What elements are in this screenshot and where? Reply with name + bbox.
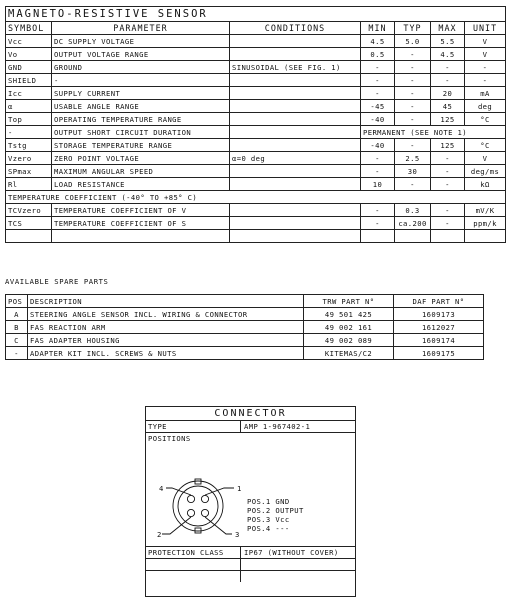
cell-unit: - — [465, 61, 506, 74]
cell-unit: mA — [465, 87, 506, 100]
cell-unit: mV/K — [465, 204, 506, 217]
cell-max: 5.5 — [431, 35, 465, 48]
cell-max: - — [431, 165, 465, 178]
pin-assignment-list — [247, 497, 304, 533]
col-header-trw-part: TRW PART N° — [304, 295, 394, 308]
cell-min: - — [361, 152, 395, 165]
pin-3-socket — [201, 509, 208, 516]
cell-pos: C — [6, 334, 28, 347]
connector-positions-panel — [146, 433, 355, 547]
cell-typ: 0.3 — [395, 204, 431, 217]
pin-2-socket — [187, 509, 194, 516]
spare-part-row — [6, 308, 484, 321]
cell-unit: °C — [465, 139, 506, 152]
cell-pos: B — [6, 321, 28, 334]
cell-parameter: - — [52, 74, 230, 87]
pin-assignment-4: POS.4 --- — [247, 524, 290, 533]
protection-class-value: IP67 (WITHOUT COVER) — [244, 548, 339, 557]
spare-parts-title: AVAILABLE SPARE PARTS — [5, 277, 109, 286]
spec-row — [6, 74, 506, 87]
cell-parameter: ZERO POINT VOLTAGE — [52, 152, 230, 165]
connector-type-value: AMP 1-967402-1 — [244, 422, 311, 431]
cell-typ: 30 — [395, 165, 431, 178]
spec-row — [6, 35, 506, 48]
cell-typ: 5.0 — [395, 35, 431, 48]
cell-unit: deg — [465, 100, 506, 113]
spec-row — [6, 87, 506, 100]
pin-1-socket — [201, 495, 208, 502]
cell-daf-part: 1612027 — [394, 321, 484, 334]
spec-row — [6, 152, 506, 165]
cell-symbol: - — [6, 126, 52, 139]
spec-row — [6, 178, 506, 191]
cell-max: - — [431, 178, 465, 191]
protection-class-label: PROTECTION CLASS — [146, 547, 241, 558]
connector-outer-ring — [173, 481, 223, 531]
cell-conditions — [230, 165, 361, 178]
spec-row — [6, 113, 506, 126]
cell-trw-part: 49 002 161 — [304, 321, 394, 334]
col-header-parameter: PARAMETER — [52, 22, 230, 35]
cell-parameter: TEMPERATURE COEFFICIENT OF S — [52, 217, 230, 230]
pin-assignment-3: POS.3 Vcc — [247, 515, 290, 524]
connector-title: CONNECTOR — [146, 407, 355, 421]
cell-merged-value: PERMANENT (SEE NOTE 1) — [361, 126, 506, 139]
cell-symbol: Vzero — [6, 152, 52, 165]
cell-trw-part: KITEMAS/C2 — [304, 347, 394, 360]
spec-row — [6, 204, 506, 217]
connector-empty-row-2 — [146, 571, 355, 582]
cell-parameter: OPERATING TEMPERATURE RANGE — [52, 113, 230, 126]
spec-row — [6, 217, 506, 230]
spec-row — [6, 100, 506, 113]
cell-min: - — [361, 204, 395, 217]
cell-daf-part: 1609174 — [394, 334, 484, 347]
cell-conditions — [230, 217, 361, 230]
cell-unit: °C — [465, 113, 506, 126]
cell-typ: - — [395, 48, 431, 61]
pin-number-3: 3 — [235, 530, 240, 539]
pin-number-2: 2 — [157, 530, 162, 539]
cell-conditions — [230, 48, 361, 61]
cell-unit: - — [465, 74, 506, 87]
cell-min: 0.5 — [361, 48, 395, 61]
cell-symbol: Vcc — [6, 35, 52, 48]
spec-table-title: MAGNETO-RESISTIVE SENSOR — [6, 7, 506, 22]
connector-type-label: TYPE — [146, 421, 241, 432]
pin-assignment-1: POS.1 GND — [247, 497, 290, 506]
cell-max: - — [431, 217, 465, 230]
cell-description: ADAPTER KIT INCL. SCREWS & NUTS — [28, 347, 304, 360]
cell-trw-part: 49 002 089 — [304, 334, 394, 347]
spare-part-row — [6, 334, 484, 347]
cell-typ: 2.5 — [395, 152, 431, 165]
cell-symbol: SPmax — [6, 165, 52, 178]
cell-conditions — [230, 74, 361, 87]
connector-type-row — [146, 421, 355, 433]
cell-conditions — [230, 139, 361, 152]
spec-row — [6, 139, 506, 152]
cell-parameter: TEMPERATURE COEFFICIENT OF V — [52, 204, 230, 217]
cell-min: - — [361, 61, 395, 74]
cell-daf-part: 1609175 — [394, 347, 484, 360]
temp-coeff-row — [6, 191, 506, 204]
cell-typ: ca.200 — [395, 217, 431, 230]
cell-typ: - — [395, 139, 431, 152]
cell-min: -45 — [361, 100, 395, 113]
spec-row — [6, 165, 506, 178]
col-header-max: MAX — [431, 22, 465, 35]
cell-description: FAS REACTION ARM — [28, 321, 304, 334]
col-header-pos: POS — [6, 295, 28, 308]
positions-label: POSITIONS — [148, 434, 191, 443]
cell-unit: V — [465, 152, 506, 165]
cell-typ: - — [395, 87, 431, 100]
cell-symbol: SHIELD — [6, 74, 52, 87]
col-header-description: DESCRIPTION — [28, 295, 304, 308]
cell-pos: A — [6, 308, 28, 321]
cell-parameter: USABLE ANGLE RANGE — [52, 100, 230, 113]
cell-parameter: STORAGE TEMPERATURE RANGE — [52, 139, 230, 152]
cell-min: - — [361, 165, 395, 178]
connector-empty-row-1 — [146, 559, 355, 571]
cell-max: - — [431, 204, 465, 217]
cell-unit: kΩ — [465, 178, 506, 191]
cell-typ: - — [395, 178, 431, 191]
temp-coeff-title: TEMPERATURE COEFFICIENT (-40° TO +85° C) — [6, 191, 506, 204]
cell-description: FAS ADAPTER HOUSING — [28, 334, 304, 347]
cell-max: - — [431, 152, 465, 165]
cell-parameter: MAXIMUM ANGULAR SPEED — [52, 165, 230, 178]
cell-conditions: α=0 deg — [230, 152, 361, 165]
cell-parameter: GROUND — [52, 61, 230, 74]
cell-max: 45 — [431, 100, 465, 113]
cell-max: - — [431, 61, 465, 74]
cell-conditions — [230, 35, 361, 48]
cell-min: -40 — [361, 113, 395, 126]
cell-symbol: Vo — [6, 48, 52, 61]
cell-conditions — [230, 204, 361, 217]
pin-4-socket — [187, 495, 194, 502]
cell-trw-part: 49 501 425 — [304, 308, 394, 321]
cell-min: - — [361, 74, 395, 87]
spec-row — [6, 61, 506, 74]
spec-empty-row — [6, 230, 506, 243]
cell-unit: ppm/k — [465, 217, 506, 230]
cell-parameter: LOAD RESISTANCE — [52, 178, 230, 191]
cell-parameter: DC SUPPLY VOLTAGE — [52, 35, 230, 48]
cell-max: 125 — [431, 139, 465, 152]
cell-symbol: Icc — [6, 87, 52, 100]
cell-parameter: OUTPUT SHORT CIRCUIT DURATION — [52, 126, 230, 139]
cell-typ: - — [395, 113, 431, 126]
cell-max: - — [431, 74, 465, 87]
spare-part-row — [6, 321, 484, 334]
pin-number-1: 1 — [237, 484, 242, 493]
cell-typ: - — [395, 61, 431, 74]
cell-conditions — [230, 126, 361, 139]
cell-parameter: SUPPLY CURRENT — [52, 87, 230, 100]
cell-conditions — [230, 113, 361, 126]
cell-description: STEERING ANGLE SENSOR INCL. WIRING & CONNECTOR — [28, 308, 304, 321]
col-header-daf-part: DAF PART N° — [394, 295, 484, 308]
pin-assignment-2: POS.2 OUTPUT — [247, 506, 304, 515]
cell-unit: V — [465, 48, 506, 61]
cell-min: - — [361, 87, 395, 100]
pin-number-4: 4 — [159, 484, 164, 493]
cell-symbol: Tstg — [6, 139, 52, 152]
connector-box — [145, 406, 356, 597]
cell-pos: - — [6, 347, 28, 360]
cell-conditions: SINUSOIDAL (SEE FIG. 1) — [230, 61, 361, 74]
cell-unit: V — [465, 35, 506, 48]
spare-part-row — [6, 347, 484, 360]
cell-symbol: GND — [6, 61, 52, 74]
cell-max: 20 — [431, 87, 465, 100]
col-header-min: MIN — [361, 22, 395, 35]
spec-row — [6, 126, 506, 139]
cell-typ: - — [395, 100, 431, 113]
cell-symbol: Top — [6, 113, 52, 126]
cell-max: 4.5 — [431, 48, 465, 61]
cell-symbol: α — [6, 100, 52, 113]
cell-conditions — [230, 100, 361, 113]
cell-symbol: TCS — [6, 217, 52, 230]
cell-min: 4.5 — [361, 35, 395, 48]
cell-daf-part: 1609173 — [394, 308, 484, 321]
cell-min: -40 — [361, 139, 395, 152]
cell-min: - — [361, 217, 395, 230]
cell-unit: deg/ms — [465, 165, 506, 178]
spare-parts-table — [5, 294, 484, 360]
cell-min: 10 — [361, 178, 395, 191]
col-header-conditions: CONDITIONS — [230, 22, 361, 35]
cell-symbol: TCVzero — [6, 204, 52, 217]
col-header-typ: TYP — [395, 22, 431, 35]
cell-conditions — [230, 178, 361, 191]
col-header-unit: UNIT — [465, 22, 506, 35]
col-header-symbol: SYMBOL — [6, 22, 52, 35]
spec-row — [6, 48, 506, 61]
cell-max: 125 — [431, 113, 465, 126]
cell-symbol: Rl — [6, 178, 52, 191]
cell-typ: - — [395, 74, 431, 87]
cell-parameter: OUTPUT VOLTAGE RANGE — [52, 48, 230, 61]
cell-conditions — [230, 87, 361, 100]
protection-class-row — [146, 547, 355, 559]
sensor-spec-table — [5, 6, 506, 243]
